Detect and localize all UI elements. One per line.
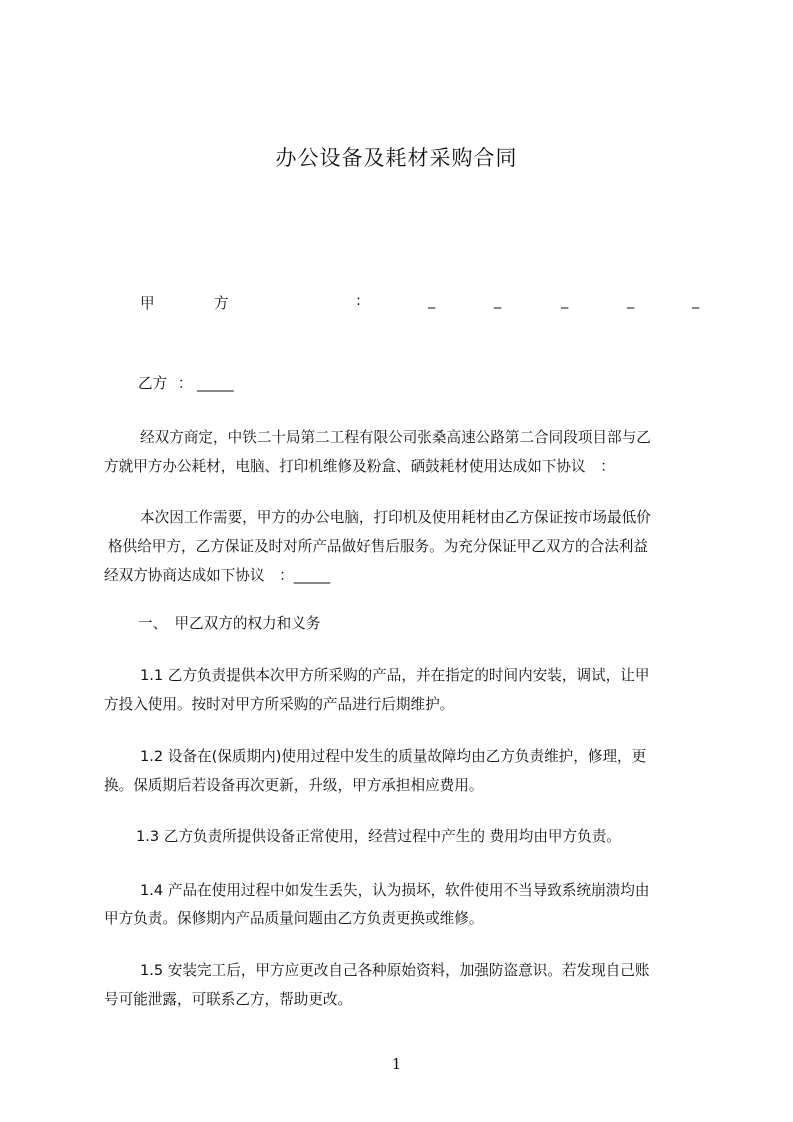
clause-line: 换。保质期后若设备再次更新，升级，甲方承担相应费用。: [104, 777, 484, 794]
clause-line: 方投入使用。按时对甲方所采购的产品进行后期维护。: [104, 696, 455, 713]
party-b-colon: ：: [177, 375, 193, 392]
section-heading: 一、 甲乙双方的权力和义务: [138, 615, 321, 632]
intro-line: 方就甲方办公耗材，电脑、打印机维修及粉盒、硒鼓耗材使用达成如下协议 ：: [104, 458, 615, 475]
clause-line: 1.3 乙方负责所提供设备正常使用，经营过程中产生的 费用均由甲方负责。: [136, 828, 621, 845]
party-a-underscore: _: [561, 292, 569, 309]
party-a-colon: :: [356, 292, 361, 309]
party-a-underscore: _: [428, 292, 436, 309]
page-number: 1: [391, 1055, 402, 1073]
party-a-underscore: _: [692, 292, 700, 309]
party-a-underscore: _: [494, 292, 502, 309]
party-a-underscore: _: [627, 292, 635, 309]
clause-line: 1.4 产品在使用过程中如发生丢失，认为损坏，软件使用不当导致系统崩溃均由: [140, 882, 650, 899]
party-b-label: 乙方: [138, 375, 168, 392]
clause-line: 1.5 安装完工后，甲方应更改自己各种原始资料，加强防盗意识。若发现自己账: [140, 962, 650, 979]
clause-line: 1.1 乙方负责提供本次甲方所采购的产品，并在指定的时间内安装，调试，让甲: [140, 667, 650, 684]
party-a-char1: 甲: [140, 295, 155, 312]
purpose-line: 经双方协商达成如下协议 ：_____: [104, 567, 331, 584]
purpose-line: 格供给甲方，乙方保证及时对所产品做好售后服务。为充分保证甲乙双方的合法利益: [108, 538, 648, 555]
clause-line: 1.2 设备在(保质期内)使用过程中发生的质量故障均由乙方负责维护，修理，更: [140, 748, 647, 765]
party-a-char2: 方: [214, 295, 229, 312]
contract-title: 办公设备及耗材采购合同: [275, 146, 518, 170]
purpose-line: 本次因工作需要，甲方的办公电脑，打印机及使用耗材由乙方保证按市场最低价: [140, 509, 651, 526]
clause-line: 甲方负责。保修期内产品质量问题由乙方负责更换或维修。: [104, 910, 484, 927]
party-b-blank: _____: [197, 375, 234, 392]
party-b-line: [138, 372, 234, 393]
intro-line: 经双方商定，中铁二十局第二工程有限公司张桑高速公路第二合同段项目部与乙: [140, 429, 651, 446]
clause-line: 号可能泄露，可联系乙方，帮助更改。: [104, 991, 353, 1008]
